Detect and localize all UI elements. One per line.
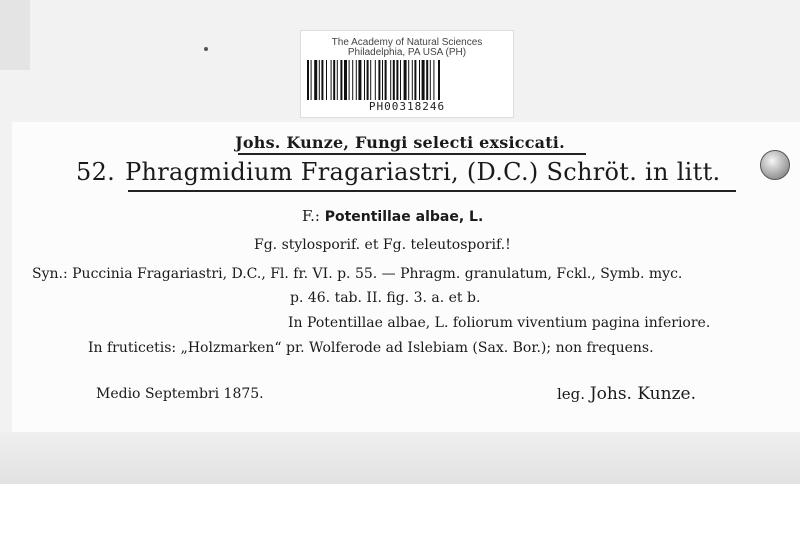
barcode-stripe bbox=[370, 60, 371, 100]
barcode-stripe bbox=[331, 60, 332, 100]
barcode-stripe bbox=[321, 60, 323, 100]
barcode-stripe bbox=[382, 60, 383, 100]
barcode-stripe bbox=[385, 60, 387, 100]
barcode-stripe bbox=[375, 60, 376, 100]
collection-date: Medio Septembri 1875. bbox=[96, 386, 264, 402]
barcode-stripe bbox=[344, 60, 347, 100]
barcode-stripe bbox=[404, 60, 407, 100]
habitat-line: In Potentillae albae, L. foliorum viventium pagina inferiore. bbox=[288, 315, 711, 331]
collector-prefix: leg. bbox=[557, 385, 586, 403]
barcode-number: PH00318246 bbox=[368, 100, 446, 113]
barcode-stripe bbox=[364, 60, 365, 100]
barcode-stripe bbox=[358, 60, 361, 100]
barcode-stripe bbox=[349, 60, 350, 100]
spore-stages: Fg. stylosporif. et Fg. teleutosporif.! bbox=[254, 237, 511, 253]
series-title: Johs. Kunze, Fungi selecti exsiccati. bbox=[235, 133, 565, 152]
barcode-stripe bbox=[337, 60, 338, 100]
barcode-stripe bbox=[438, 60, 440, 100]
barcode-stripe bbox=[400, 60, 401, 100]
speck bbox=[204, 47, 208, 51]
barcode-stripe bbox=[422, 60, 425, 100]
barcode-stripe bbox=[326, 60, 327, 100]
barcode-stripe bbox=[412, 60, 413, 100]
barcode-stripe bbox=[356, 60, 357, 100]
barcode-stripe bbox=[378, 60, 380, 100]
barcode-stripe bbox=[311, 60, 312, 100]
synonymy-line-2: p. 46. tab. II. fig. 3. a. et b. bbox=[290, 290, 481, 306]
exsiccata-number: 52. bbox=[76, 158, 116, 186]
barcode-stripe bbox=[352, 60, 353, 100]
barcode-stripe bbox=[367, 60, 369, 100]
species-underline bbox=[128, 190, 736, 192]
host-line bbox=[302, 207, 483, 225]
barcode-stripe bbox=[408, 60, 409, 100]
barcode-stripe bbox=[433, 60, 434, 100]
series-underline bbox=[238, 153, 586, 155]
collector-line bbox=[557, 384, 696, 404]
barcode-stripe bbox=[307, 60, 309, 100]
collector-name: Johs. Kunze. bbox=[589, 384, 697, 404]
locality-line: In fruticetis: „Holzmarken“ pr. Wolferode ad Islebiam (Sax. Bor.); non frequens. bbox=[88, 340, 654, 356]
sheet-edge bbox=[0, 0, 30, 70]
barcode-label bbox=[300, 30, 514, 118]
paper-fold bbox=[0, 432, 800, 484]
barcode-stripe bbox=[419, 60, 420, 100]
species-heading bbox=[76, 158, 720, 186]
barcode-stripe bbox=[430, 60, 431, 100]
barcode-stripe bbox=[393, 60, 395, 100]
barcode-location: Philadelphia, PA USA (PH) bbox=[347, 47, 467, 58]
barcode-stripe bbox=[333, 60, 335, 100]
species-name: Phragmidium Fragariastri, (D.C.) Schröt. in litt. bbox=[125, 158, 721, 186]
color-dot-marker bbox=[760, 150, 790, 180]
barcode-stripe bbox=[390, 60, 391, 100]
barcode-bars bbox=[307, 60, 507, 100]
host-prefix: F.: bbox=[302, 207, 320, 225]
barcode-stripe bbox=[426, 60, 428, 100]
host-name: Potentillae albae, L. bbox=[324, 209, 484, 225]
barcode-stripe bbox=[319, 60, 320, 100]
barcode-stripe bbox=[314, 60, 317, 100]
barcode-stripe bbox=[414, 60, 416, 100]
barcode-stripe bbox=[340, 60, 342, 100]
barcode-stripe bbox=[396, 60, 398, 100]
barcode-institution: The Academy of Natural Sciences bbox=[331, 37, 483, 48]
synonymy-line-1: Syn.: Puccinia Fragariastri, D.C., Fl. fr. VI. p. 55. — Phragm. granulatum, Fckl., Symb. myc. bbox=[32, 266, 683, 282]
